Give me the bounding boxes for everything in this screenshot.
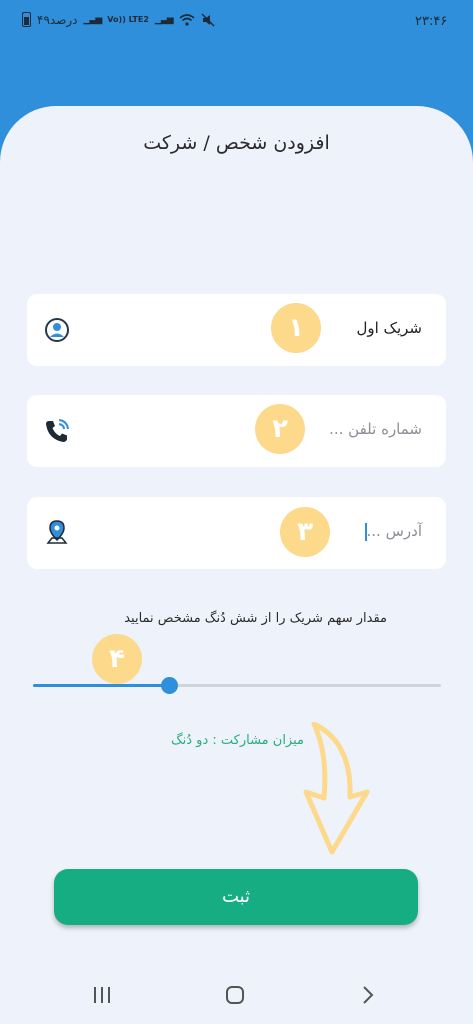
wifi-icon bbox=[179, 14, 195, 26]
share-slider-fill bbox=[33, 684, 169, 687]
battery-text: ۴۹درصد bbox=[37, 12, 78, 27]
signal-icon-2: ▁▃▅ bbox=[154, 14, 173, 25]
share-amount-text: میزان مشارکت : دو دُنگ bbox=[171, 733, 304, 748]
battery-icon bbox=[22, 12, 31, 27]
address-placeholder: آدرس ... bbox=[366, 522, 422, 540]
phone-field[interactable] bbox=[27, 395, 446, 467]
status-bar bbox=[0, 0, 473, 48]
mute-icon bbox=[201, 13, 215, 27]
step-badge-2: ۲ bbox=[255, 404, 305, 454]
person-icon bbox=[43, 316, 71, 344]
page-title: افزودن شخص / شرکت bbox=[143, 132, 330, 154]
status-indicators bbox=[22, 12, 215, 27]
phone-placeholder: شماره تلفن ... bbox=[329, 420, 422, 438]
slider-label: مقدار سهم شریک را از شش دُنگ مشخص نمایید bbox=[124, 611, 387, 626]
step-badge-4: ۴ bbox=[92, 634, 142, 684]
home-icon[interactable] bbox=[223, 984, 247, 1006]
system-navbar bbox=[0, 966, 473, 1024]
recent-apps-icon[interactable] bbox=[90, 984, 114, 1006]
signal-icon: ▁▃▅ bbox=[83, 14, 102, 25]
address-field[interactable] bbox=[27, 497, 446, 569]
address-input[interactable] bbox=[364, 522, 422, 541]
network-text: Vo)) LTE2 bbox=[107, 14, 149, 24]
partner-name-value: شریک اول bbox=[356, 319, 422, 337]
phone-icon bbox=[43, 417, 71, 445]
partner-name-field[interactable] bbox=[27, 294, 446, 366]
status-time: ۲۳:۴۶ bbox=[415, 14, 448, 29]
share-slider-thumb[interactable] bbox=[161, 677, 178, 694]
step-badge-1: ۱ bbox=[271, 303, 321, 353]
back-icon[interactable] bbox=[356, 984, 380, 1006]
step-badge-3: ۳ bbox=[280, 507, 330, 557]
location-pin-icon bbox=[43, 519, 71, 547]
down-arrow-icon bbox=[292, 722, 392, 862]
submit-button[interactable]: ثبت bbox=[54, 869, 418, 925]
